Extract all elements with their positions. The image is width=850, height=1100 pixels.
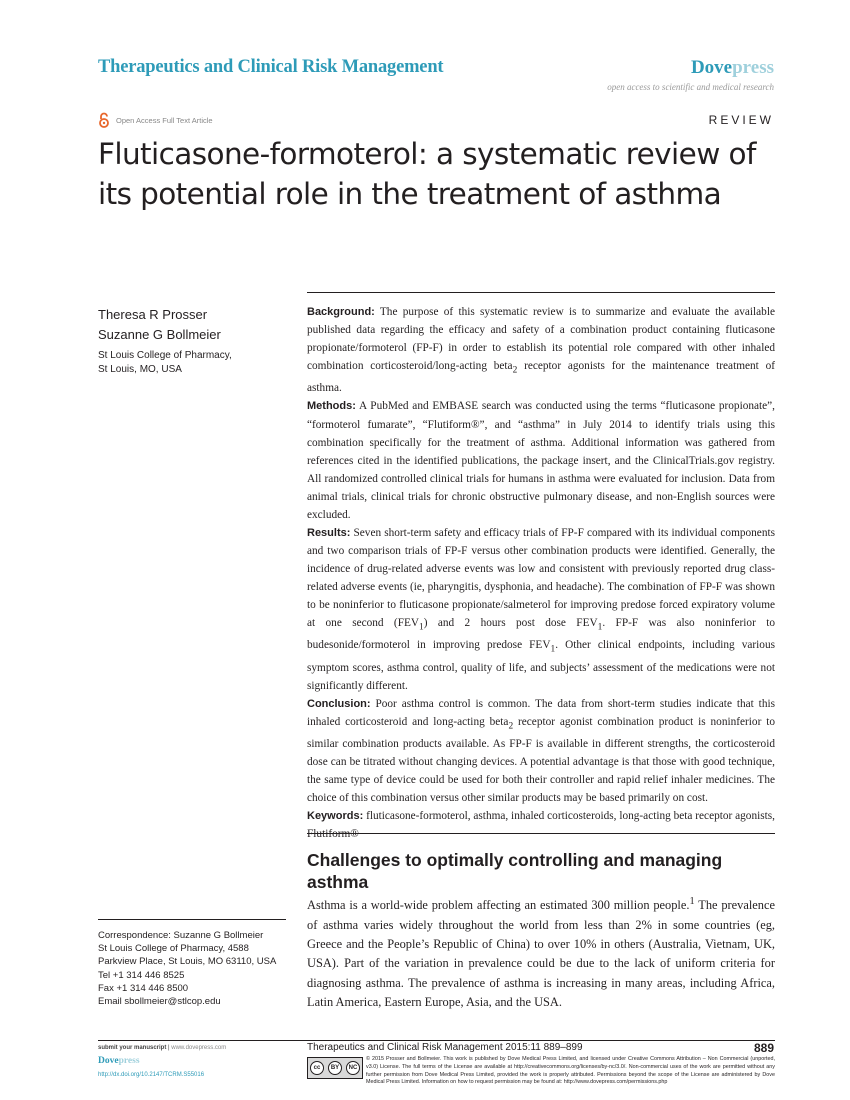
correspondence-line: Fax +1 314 446 8500	[98, 982, 189, 994]
body-text-end: The prevalence of asthma varies widely throughout the world from less than 2% in some countries (eg, Greece and the People’s Republic of China) to over 10% in others (Australia, Vietnam, UK, USA). Part of the variation in prevalence could be due to the lack of uniform criteria for diagnosing asthma. The prevalence of asthma is increasing in many areas, including Africa, Latin America, Eastern Europe, Asia, and the USA.	[307, 898, 776, 1010]
methods-text: A PubMed and EMBASE search was conducted using the terms “fluticasone propionate”, “formoterol fumarate”, “Flutiform®”, and “asthma” in July 2014 to identify trials using this combination specifically for the treatment of asthma. Additional information was gathered from references cited in the identified publications, the package insert, and the ClinicalTrials.gov registry. All randomized controlled clinical trials for humans in asthma were evaluated for inclusion. Data from animal trials, clinical trials for chronic obstructive pulmonary disease, and non-English sources were excluded.	[307, 400, 776, 521]
results-subscript: 1	[597, 622, 603, 633]
publisher-logo	[691, 57, 774, 79]
affiliation-line: St Louis College of Pharmacy,	[98, 350, 232, 361]
open-access-label	[98, 112, 213, 128]
license-text: © 2015 Prosser and Bollmeier. This work is published by Dove Medical Press Limited, and licensed under Creative Commons Attribution – Non Commercial (unported, v3.0) License. The full terms of the License are available at http://creativecommons.org/licenses/by-nc/3.0/. Non-commercial uses of the work are permitted without any further permission from Dove Medical Press Limited, provided the work is properly attributed. Permissions beyond the scope of the License are administered by Dove Medical Press Limited. Information on how to request permission may be found at: http://www.dovepress.com/permissions.php	[366, 1056, 775, 1086]
background-subscript: 2	[512, 365, 518, 376]
background-label: Background:	[307, 306, 375, 318]
publisher-light: press	[732, 57, 774, 78]
author-list	[98, 305, 221, 345]
publisher-dark: Dove	[690, 57, 733, 78]
conclusion-subscript: 2	[508, 721, 514, 732]
footer-brand-light: press	[118, 1056, 140, 1066]
affiliation-line: St Louis, MO, USA	[98, 364, 182, 375]
correspondence-rule	[98, 919, 286, 920]
submit-label: submit your manuscript	[98, 1045, 167, 1051]
background-text: The purpose of this systematic review is to summarize and evaluate the available published data regarding the efficacy and safety of a combination product containing fluticasone propionate/formoterol (FP-F) in order to establish its potential role compared with other inhaled combination corticosteroid/long-acting beta	[307, 306, 775, 373]
abstract	[307, 303, 775, 843]
body-text: Asthma is a world-wide problem affecting an estimated 300 million people.	[307, 898, 690, 913]
nc-icon: NC	[346, 1061, 360, 1075]
abstract-top-rule	[307, 292, 775, 293]
abstract-background	[307, 303, 775, 397]
creative-commons-badge[interactable]	[307, 1057, 363, 1079]
submit-separator: |	[166, 1045, 172, 1051]
methods-label: Methods:	[307, 400, 356, 413]
article-type: REVIEW	[708, 113, 774, 127]
correspondence	[98, 929, 298, 1008]
conclusion-text-end: receptor agonist combination product is noninferior to similar combination products available. As FP-F is available in different strengths, the corticosteroid dose can be titrated without changing devices. A potential advantage is that those with good technique, the same type of device could be used for both their controller and rapid relief inhaler medicines. The choice of this combination versus other similar products may be based primarily on cost.	[307, 715, 776, 805]
page-number: 889	[753, 1041, 774, 1055]
author-name: Suzanne G Bollmeier	[98, 327, 221, 342]
correspondence-line: Correspondence: Suzanne G Bollmeier	[98, 930, 264, 941]
results-label: Results:	[307, 526, 351, 539]
footer-left	[98, 1045, 288, 1078]
correspondence-line: Parkview Place, St Louis, MO 63110, USA	[98, 956, 277, 968]
by-icon: BY	[328, 1061, 342, 1075]
footer-citation: Therapeutics and Clinical Risk Management 2015:11 889–899	[307, 1042, 583, 1053]
abstract-keywords	[307, 807, 775, 843]
conclusion-label: Conclusion:	[307, 697, 371, 710]
keywords-text: fluticasone-formoterol, asthma, inhaled corticosteroids, long-acting beta receptor agonists, Flutiform®	[307, 810, 775, 841]
results-text: Seven short-term safety and efficacy trials of FP-F compared with its individual components and two comparison trials of FP-F versus other combination products were identified. Generally, the incidence of drug-related adverse events was low and consistent with previously reported drug class-related adverse events (ie, pharyngitis, dysphonia, and headache). The combination of FP-F was shown to be noninferior to fluticasone propionate/salmeterol for improving predose forced expiratory volume at one second (FEV	[307, 526, 775, 630]
abstract-results	[307, 524, 775, 695]
footer-brand-dark: Dove	[98, 1056, 119, 1066]
results-text-3: . FP-F was also noninferior to budesonide/formoterol in improving predose FEV	[307, 617, 775, 652]
background-text-end: receptor agonists for the maintenance treatment of asthma.	[307, 360, 775, 395]
submit-url-link[interactable]: www.dovepress.com	[171, 1045, 227, 1051]
conclusion-text: Poor asthma control is common. The data from short-term studies indicate that this inhaled corticosteroid and long-acting beta	[307, 697, 776, 728]
results-text-2: ) and 2 hours post dose FEV	[423, 617, 598, 630]
cc-icon: cc	[310, 1061, 324, 1075]
abstract-conclusion	[307, 695, 775, 808]
results-text-4: . Other clinical endpoints, including various symptom scores, asthma control, quality of life, and subjects’ assessment of the medications were not significantly different.	[307, 639, 775, 692]
footer-logo	[98, 1056, 288, 1066]
abstract-bottom-rule	[307, 833, 775, 834]
keywords-label: Keywords:	[307, 810, 364, 823]
results-subscript: 1	[550, 644, 556, 655]
abstract-methods	[307, 397, 775, 523]
correspondence-line: Tel +1 314 446 8525	[98, 969, 185, 981]
open-access-text: Open Access Full Text Article	[116, 115, 213, 125]
reference-marker[interactable]: 1	[689, 896, 695, 907]
doi-link[interactable]: http://dx.doi.org/10.2147/TCRM.S55016	[98, 1072, 205, 1078]
publisher-tagline: open access to scientific and medical research	[607, 82, 774, 92]
article-title: Fluticasone-formoterol: a systematic review of its potential role in the treatment of asthma	[98, 137, 756, 211]
open-access-icon	[98, 112, 110, 128]
correspondence-line: St Louis College of Pharmacy, 4588	[98, 943, 249, 955]
results-subscript: 1	[419, 622, 424, 633]
body-paragraph	[307, 892, 775, 1013]
section-heading: Challenges to optimally controlling and managing asthma	[307, 850, 723, 892]
footer-rule	[98, 1040, 775, 1041]
journal-title: Therapeutics and Clinical Risk Management	[98, 57, 444, 77]
correspondence-email[interactable]: Email sbollmeier@stlcop.edu	[98, 996, 221, 1008]
submit-manuscript-line	[98, 1045, 288, 1051]
author-name: Theresa R Prosser	[98, 307, 208, 322]
affiliation	[98, 349, 232, 377]
